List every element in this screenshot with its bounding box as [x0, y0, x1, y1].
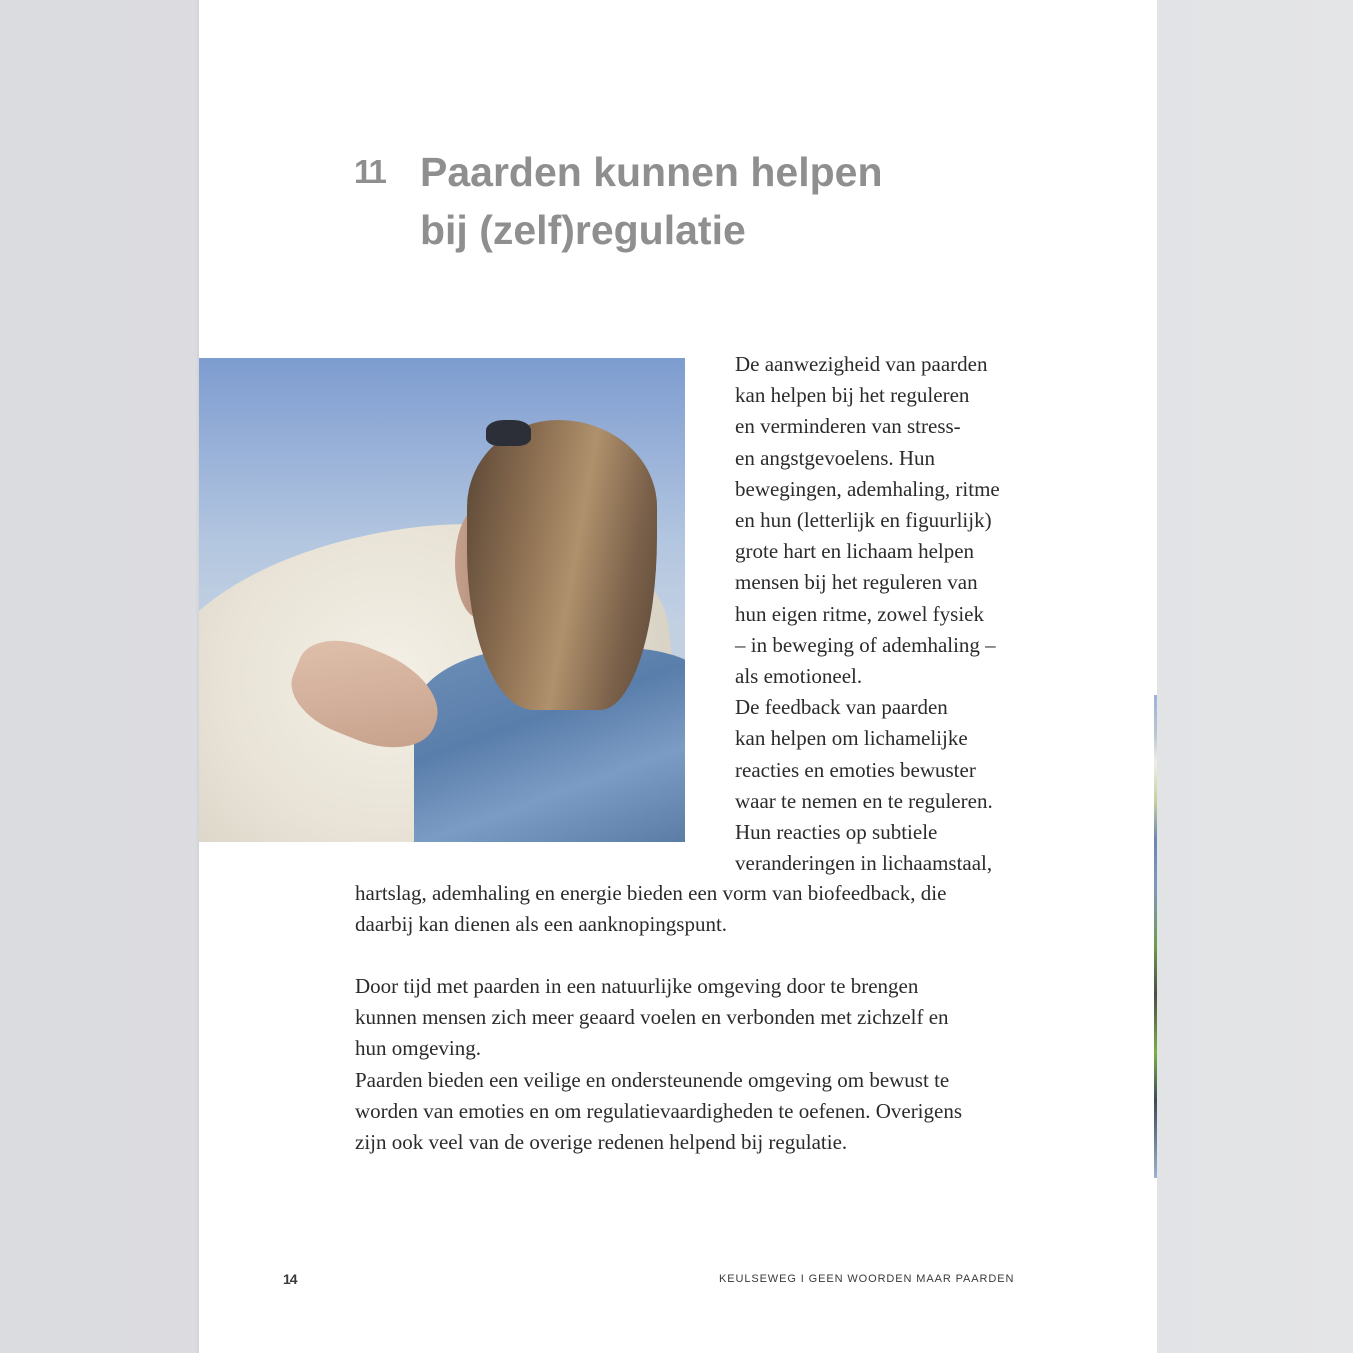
page-number: 14 — [283, 1271, 297, 1287]
text-line: hartslag, ademhaling en energie bieden een vorm van biofeedback, die — [355, 881, 947, 905]
text-line: en hun (letterlijk en figuurlijk) — [735, 508, 992, 533]
text-line: De feedback van paarden — [735, 695, 948, 720]
paragraph-2 — [355, 971, 1025, 1158]
text-line: reacties en emoties bewuster — [735, 757, 976, 782]
photo-woman-with-horse — [199, 358, 685, 842]
paragraph-continuation — [355, 878, 1025, 940]
text-line: en verminderen van stress- — [735, 414, 961, 439]
adjacent-page-photo-edge — [1154, 695, 1157, 1178]
text-line: hun omgeving. — [355, 1036, 481, 1061]
text-line: kan helpen bij het reguleren — [735, 383, 970, 408]
text-line: mensen bij het reguleren van — [735, 570, 978, 595]
text-line: Paarden bieden een veilige en ondersteunende omgeving om bewust te — [355, 1067, 950, 1092]
chapter-heading-line: bij (zelf)regulatie — [420, 207, 746, 253]
text-line: en angstgevoelens. Hun — [735, 445, 936, 470]
text-line: worden van emoties en om regulatievaardigheden te oefenen. Overigens — [355, 1098, 963, 1123]
text-line: kan helpen om lichamelijke — [735, 726, 968, 751]
text-line: veranderingen in lichaamstaal, — [735, 851, 993, 876]
running-title: KEULSEWEG I GEEN WOORDEN MAAR PAARDEN — [719, 1273, 1015, 1285]
text-line: grote hart en lichaam helpen — [735, 539, 975, 564]
text-line: De aanwezigheid van paarden — [735, 352, 988, 376]
sunglasses-shape — [486, 420, 531, 446]
text-line: kunnen mensen zich meer geaard voelen en verbonden met zichzelf en — [355, 1005, 949, 1030]
chapter-heading — [420, 143, 980, 259]
chapter-number: 11 — [354, 153, 385, 190]
text-line: Door tijd met paarden in een natuurlijke omgeving door te brengen — [355, 974, 919, 998]
chapter-heading-line: Paarden kunnen helpen — [420, 149, 883, 195]
text-line: zijn ook veel van de overige redenen helpend bij regulatie. — [355, 1130, 848, 1155]
text-line: hun eigen ritme, zowel fysiek — [735, 601, 985, 626]
text-line: – in beweging of ademhaling – — [735, 632, 996, 657]
text-line: als emotioneel. — [735, 664, 863, 689]
text-line: daarbij kan dienen als een aanknopingspunt. — [355, 912, 728, 937]
hair-shape — [467, 420, 657, 710]
paragraph-wrapped — [735, 349, 1025, 879]
text-line: Hun reacties op subtiele — [735, 820, 938, 845]
text-line: bewegingen, ademhaling, ritme — [735, 476, 1000, 501]
text-line: waar te nemen en te reguleren. — [735, 788, 993, 813]
